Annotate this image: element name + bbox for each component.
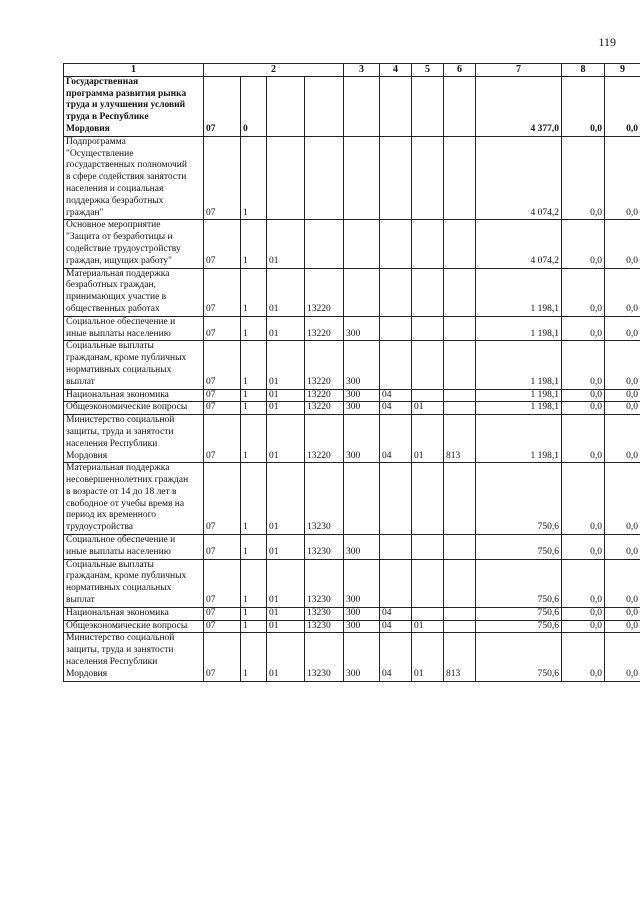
header-col-1: 1 [64,64,204,77]
amount-col-7: 4 377,0 [476,76,562,136]
direction-code: 13230 [305,463,344,535]
amount-col-8: 0,0 [562,389,605,402]
expense-type-code [344,268,380,316]
section-code: 04 [380,389,412,402]
program-code: 07 [204,136,241,220]
subsection-code [412,136,444,220]
event-code: 01 [267,633,305,681]
subsection-code: 01 [412,633,444,681]
program-code: 07 [204,607,241,620]
table-row [64,389,640,402]
subprogram-code: 1 [241,389,267,402]
amount-col-8: 0,0 [562,633,605,681]
event-code: 01 [267,341,305,389]
row-description: Социальные выплаты гражданам, кроме публичных нормативных социальных выплат [64,341,204,389]
event-code: 01 [267,415,305,463]
ministry-code: 813 [444,415,476,463]
table-row [64,268,640,316]
program-code: 07 [204,559,241,607]
amount-col-9: 0,0 [605,607,640,620]
subsection-code [412,220,444,268]
amount-col-9: 0,0 [605,620,640,633]
ministry-code [444,341,476,389]
event-code: 01 [267,607,305,620]
amount-col-8: 0,0 [562,463,605,535]
amount-col-9: 0,0 [605,415,640,463]
expense-type-code: 300 [344,633,380,681]
expense-type-code: 300 [344,620,380,633]
amount-col-9: 0,0 [605,633,640,681]
subprogram-code: 1 [241,463,267,535]
amount-col-9: 0,0 [605,220,640,268]
event-code: 01 [267,402,305,415]
expense-type-code: 300 [344,415,380,463]
ministry-code [444,316,476,341]
row-description: Общеэкономические вопросы [64,620,204,633]
amount-col-7: 1 198,1 [476,341,562,389]
subsection-code: 01 [412,415,444,463]
header-col-7: 7 [476,64,562,77]
amount-col-8: 0,0 [562,620,605,633]
direction-code: 13220 [305,268,344,316]
expense-type-code: 300 [344,607,380,620]
expense-type-code [344,136,380,220]
expense-type-code: 300 [344,316,380,341]
ministry-code [444,389,476,402]
event-code: 01 [267,620,305,633]
direction-code: 13220 [305,316,344,341]
table-row [64,220,640,268]
subprogram-code: 1 [241,620,267,633]
direction-code [305,220,344,268]
table-row [64,559,640,607]
program-code: 07 [204,389,241,402]
program-code: 07 [204,76,241,136]
amount-col-9: 0,0 [605,136,640,220]
section-code: 04 [380,402,412,415]
header-row [64,64,640,77]
event-code: 01 [267,463,305,535]
budget-table [63,63,640,682]
subsection-code [412,389,444,402]
program-code: 07 [204,316,241,341]
event-code: 01 [267,559,305,607]
section-code [380,76,412,136]
event-code [267,136,305,220]
amount-col-9: 0,0 [605,316,640,341]
table-body [64,76,640,681]
ministry-code: 813 [444,633,476,681]
amount-col-8: 0,0 [562,136,605,220]
section-code [380,268,412,316]
section-code [380,136,412,220]
ministry-code [444,76,476,136]
expense-type-code: 300 [344,341,380,389]
table-row [64,341,640,389]
amount-col-7: 1 198,1 [476,268,562,316]
event-code: 01 [267,389,305,402]
subprogram-code: 1 [241,136,267,220]
row-description: Министерство социальной защиты, труда и занятости населения Республики Мордовия [64,415,204,463]
row-description: Основное мероприятие "Защита от безработицы и содействие трудоустройству граждан, ищущих работу" [64,220,204,268]
table-row [64,463,640,535]
amount-col-8: 0,0 [562,607,605,620]
table-row [64,633,640,681]
row-description: Социальное обеспечение и иные выплаты населению [64,535,204,560]
subprogram-code: 1 [241,316,267,341]
subprogram-code: 1 [241,415,267,463]
amount-col-8: 0,0 [562,535,605,560]
row-description: Национальная экономика [64,607,204,620]
section-code: 04 [380,415,412,463]
program-code: 07 [204,402,241,415]
expense-type-code [344,220,380,268]
row-description: Министерство социальной защиты, труда и занятости населения Республики Мордовия [64,633,204,681]
ministry-code [444,607,476,620]
event-code: 01 [267,220,305,268]
event-code: 01 [267,316,305,341]
amount-col-8: 0,0 [562,341,605,389]
amount-col-7: 750,6 [476,607,562,620]
expense-type-code: 300 [344,559,380,607]
direction-code: 13230 [305,633,344,681]
amount-col-7: 1 198,1 [476,316,562,341]
direction-code [305,136,344,220]
amount-col-8: 0,0 [562,268,605,316]
row-description: Социальные выплаты гражданам, кроме публичных нормативных социальных выплат [64,559,204,607]
subprogram-code: 1 [241,633,267,681]
ministry-code [444,463,476,535]
row-description: Национальная экономика [64,389,204,402]
subprogram-code: 1 [241,341,267,389]
amount-col-9: 0,0 [605,389,640,402]
amount-col-8: 0,0 [562,415,605,463]
subsection-code [412,463,444,535]
program-code: 07 [204,535,241,560]
ministry-code [444,402,476,415]
subsection-code [412,341,444,389]
ministry-code [444,136,476,220]
amount-col-9: 0,0 [605,268,640,316]
subsection-code: 01 [412,620,444,633]
amount-col-7: 1 198,1 [476,415,562,463]
table-row [64,607,640,620]
amount-col-7: 1 198,1 [476,389,562,402]
amount-col-7: 750,6 [476,463,562,535]
direction-code: 13220 [305,389,344,402]
amount-col-9: 0,0 [605,463,640,535]
direction-code: 13230 [305,620,344,633]
ministry-code [444,620,476,633]
amount-col-7: 750,6 [476,559,562,607]
section-code [380,220,412,268]
header-col-9: 9 [605,64,640,77]
ministry-code [444,559,476,607]
program-code: 07 [204,341,241,389]
direction-code: 13220 [305,402,344,415]
direction-code: 13230 [305,559,344,607]
header-col-2: 2 [204,64,344,77]
expense-type-code [344,76,380,136]
subsection-code [412,316,444,341]
ministry-code [444,220,476,268]
section-code: 04 [380,633,412,681]
header-col-6: 6 [444,64,476,77]
amount-col-7: 750,6 [476,633,562,681]
event-code: 01 [267,535,305,560]
table-row [64,136,640,220]
subprogram-code: 1 [241,220,267,268]
ministry-code [444,535,476,560]
table-row [64,316,640,341]
section-code [380,463,412,535]
table-row [64,415,640,463]
header-col-3: 3 [344,64,380,77]
amount-col-7: 4 074,2 [476,136,562,220]
section-code: 04 [380,620,412,633]
row-description: Материальная поддержка несовершеннолетних граждан в возрасте от 14 до 18 лет в свободное от учебы время на период их временного трудоустройства [64,463,204,535]
direction-code: 13230 [305,607,344,620]
program-code: 07 [204,268,241,316]
subprogram-code: 1 [241,268,267,316]
amount-col-7: 4 074,2 [476,220,562,268]
program-code: 07 [204,220,241,268]
amount-col-8: 0,0 [562,76,605,136]
amount-col-8: 0,0 [562,220,605,268]
subsection-code [412,76,444,136]
row-description: Подпрограмма "Осуществление государственных полномочий в сфере содействия занятости населения и социальная поддержка безработных граждан" [64,136,204,220]
amount-col-7: 750,6 [476,620,562,633]
table-row [64,402,640,415]
row-description: Общеэкономические вопросы [64,402,204,415]
subsection-code [412,607,444,620]
subprogram-code: 0 [241,76,267,136]
direction-code [305,76,344,136]
amount-col-9: 0,0 [605,402,640,415]
table-row [64,535,640,560]
amount-col-9: 0,0 [605,341,640,389]
page-number: 119 [598,35,616,49]
direction-code: 13220 [305,415,344,463]
expense-type-code: 300 [344,535,380,560]
amount-col-8: 0,0 [562,559,605,607]
section-code [380,341,412,389]
amount-col-9: 0,0 [605,535,640,560]
direction-code: 13220 [305,341,344,389]
subsection-code [412,559,444,607]
subprogram-code: 1 [241,402,267,415]
program-code: 07 [204,415,241,463]
subsection-code: 01 [412,402,444,415]
event-code [267,76,305,136]
header-col-5: 5 [412,64,444,77]
amount-col-9: 0,0 [605,559,640,607]
amount-col-8: 0,0 [562,316,605,341]
row-description: Государственная программа развития рынка труда и улучшения условий труда в Республике Мордовия [64,76,204,136]
subsection-code [412,268,444,316]
amount-col-9: 0,0 [605,76,640,136]
program-code: 07 [204,633,241,681]
table-row [64,620,640,633]
event-code: 01 [267,268,305,316]
amount-col-7: 750,6 [476,535,562,560]
amount-col-7: 1 198,1 [476,402,562,415]
subprogram-code: 1 [241,535,267,560]
section-code [380,316,412,341]
section-code [380,559,412,607]
row-description: Материальная поддержка безработных граждан, принимающих участие в общественных работах [64,268,204,316]
subsection-code [412,535,444,560]
header-col-4: 4 [380,64,412,77]
expense-type-code [344,463,380,535]
direction-code: 13230 [305,535,344,560]
section-code [380,535,412,560]
amount-col-8: 0,0 [562,402,605,415]
subprogram-code: 1 [241,559,267,607]
subprogram-code: 1 [241,607,267,620]
header-col-8: 8 [562,64,605,77]
row-description: Социальное обеспечение и иные выплаты населению [64,316,204,341]
table-row [64,76,640,136]
expense-type-code: 300 [344,402,380,415]
section-code: 04 [380,607,412,620]
expense-type-code: 300 [344,389,380,402]
program-code: 07 [204,620,241,633]
program-code: 07 [204,463,241,535]
ministry-code [444,268,476,316]
